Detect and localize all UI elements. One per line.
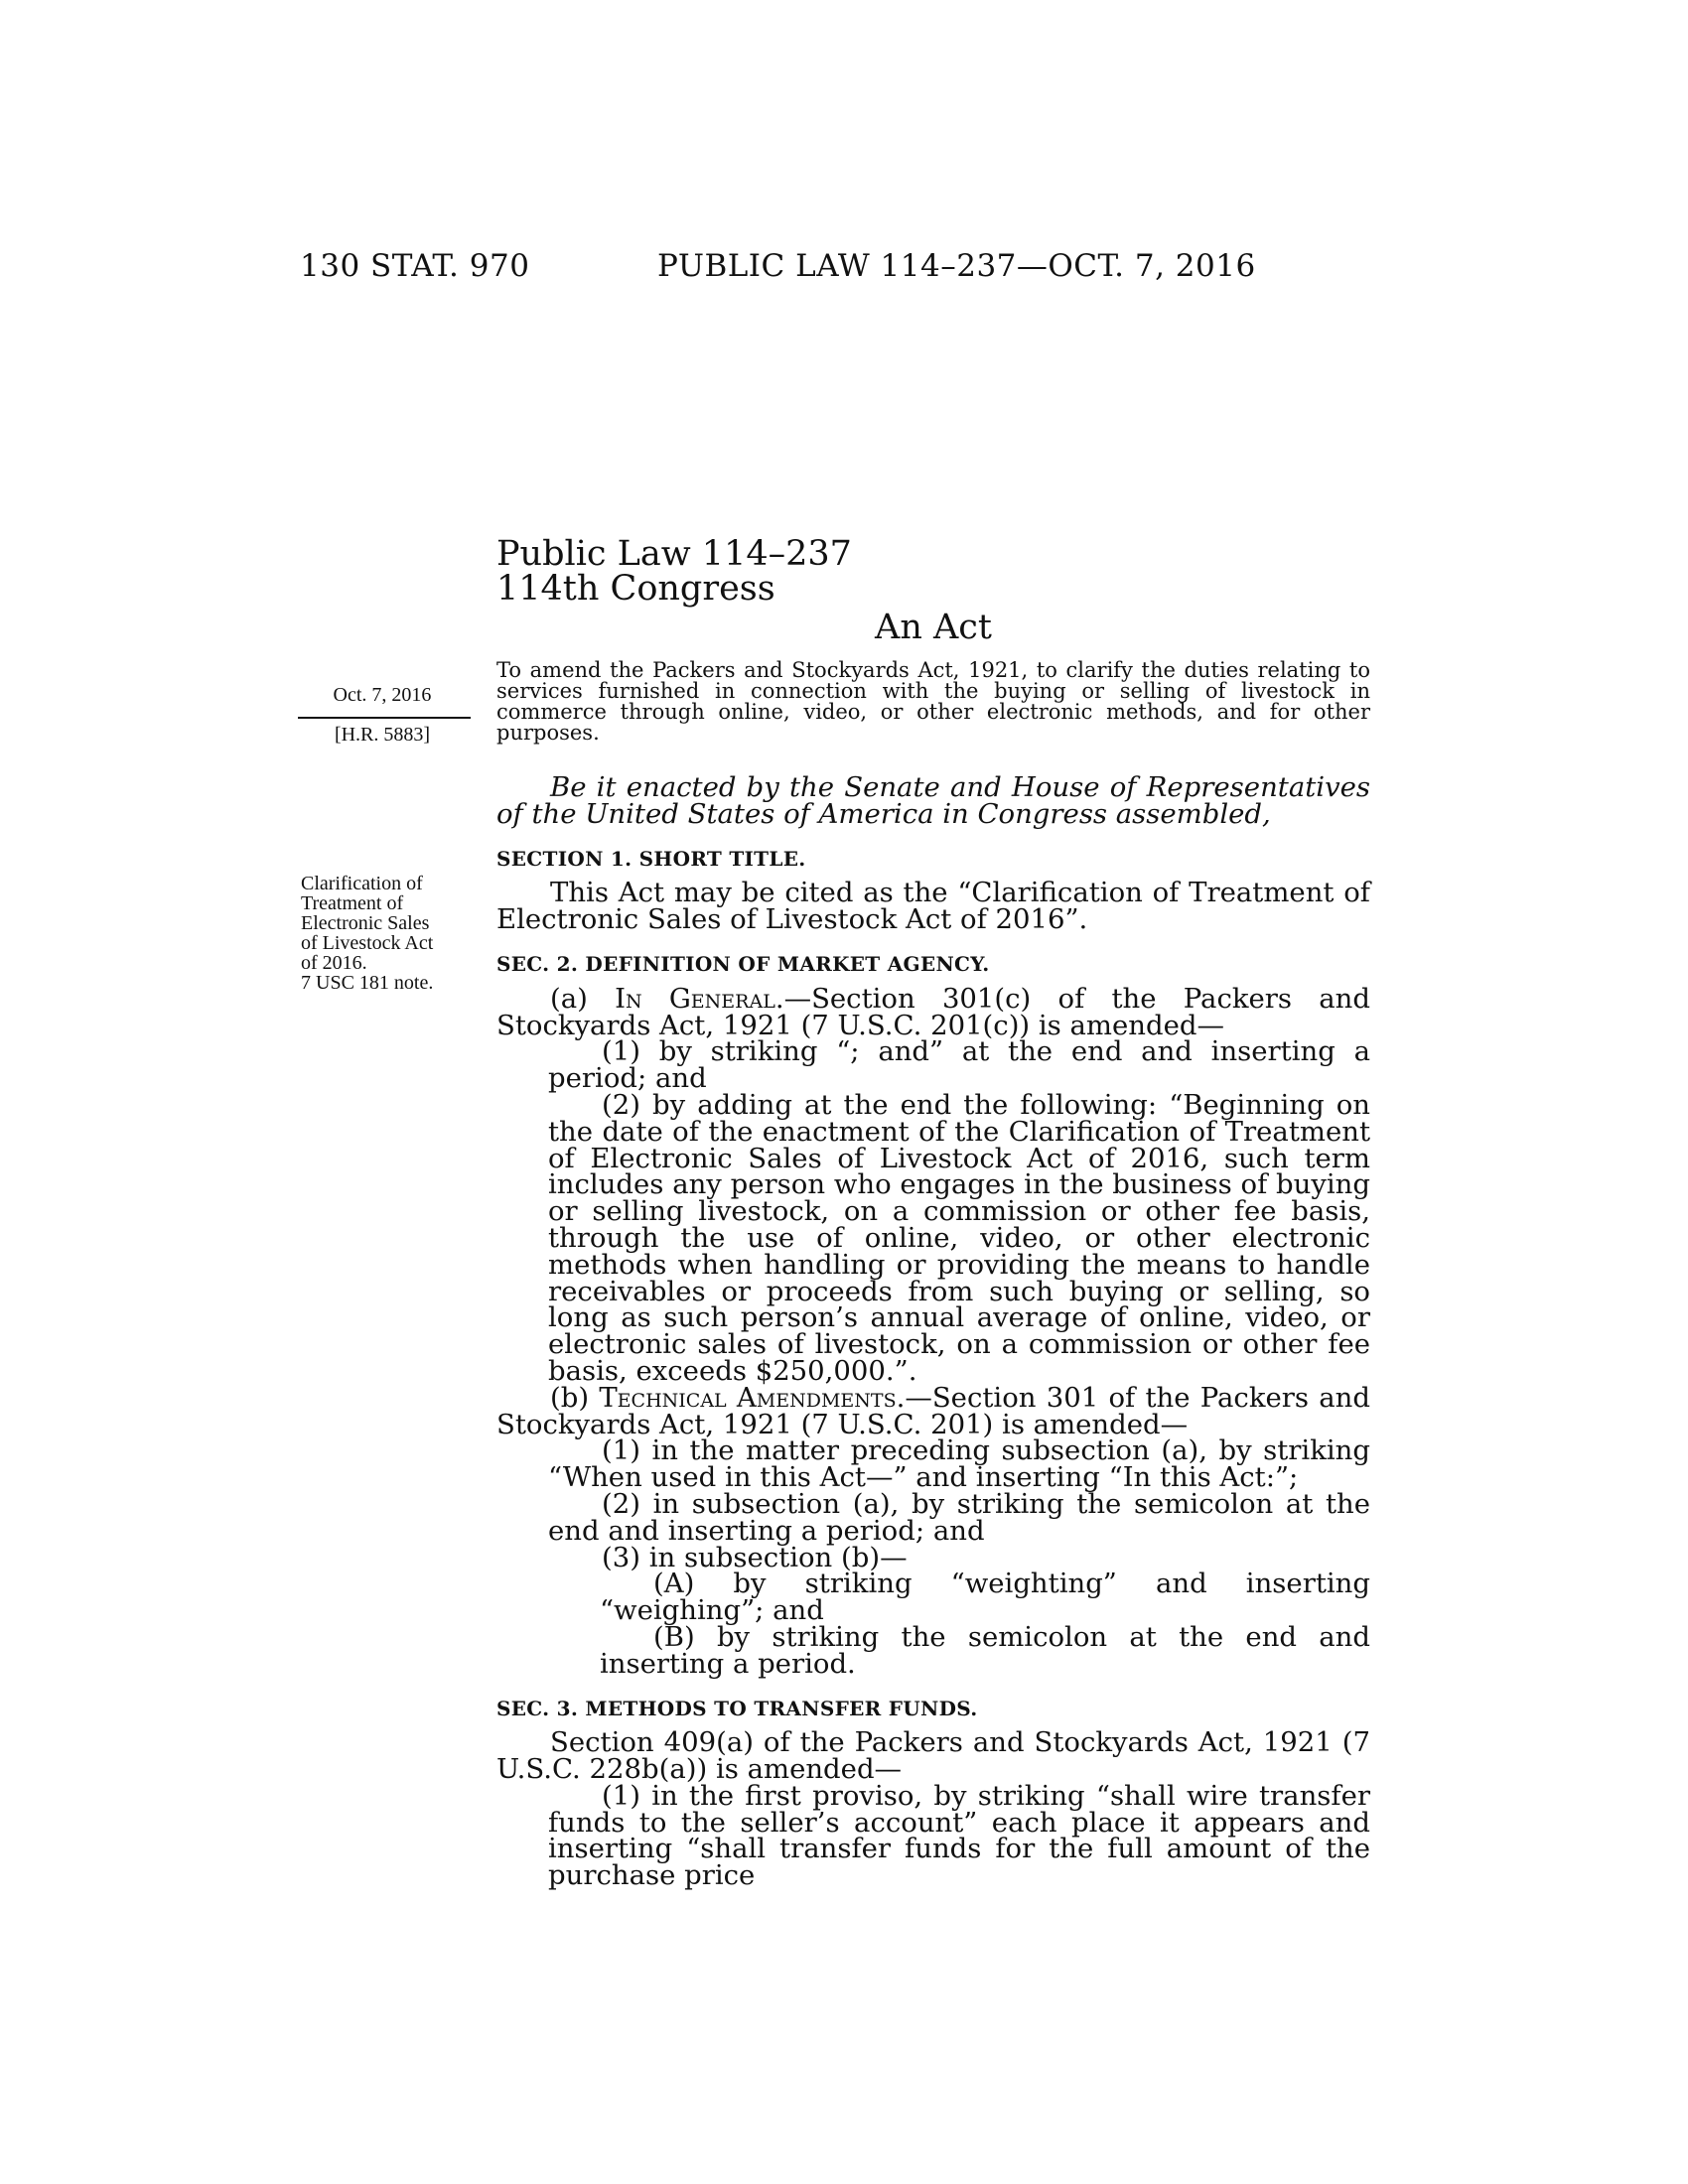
purpose-paragraph: To amend the Packers and Stockyards Act, 1921, to clarify the duties relating to services furnished in connection with the buying or selling of livestock in commerce through online, video, or other electronic methods, and for other purposes.	[496, 658, 1370, 745]
margin-bill-number: [H.R. 5883]	[334, 724, 431, 746]
paragraph-a1: (1) by striking “; and” at the end and inserting a period; and	[548, 1035, 1370, 1095]
paragraph-a2: (2) by adding at the end the following: “Beginning on the date of the enactment of the Clarification of Treatment of Electronic Sales of Livestock Act of 2016, such term includes any person who engages in the business of buying or selling livestock, on a commission or other fee basis, through the use of online, video, or other electronic methods when handling or providing the means to handle receivables or proceeds from such buying or selling, so long as such person’s annual average of online, video, or electronic sales of livestock, on a commission or other fee basis, exceeds $250,000.”.	[548, 1088, 1370, 1387]
subsection-b	[496, 1381, 1370, 1440]
enacting-clause: Be it enacted by the Senate and House of Representatives of the United States of America in Congress assembled,	[496, 771, 1370, 830]
subsection-a-text: .—Section 301(c) of the Packers and Stockyards Act, 1921 (7 U.S.C. 201(c)) is amended—	[496, 982, 1370, 1041]
act-body	[496, 771, 1370, 1892]
subsection-b-label: (b)	[550, 1381, 600, 1414]
congress-label: 114th Congress	[496, 569, 775, 609]
margin-date: Oct. 7, 2016	[333, 684, 432, 706]
section-3-paragraph-1: (1) in the first proviso, by striking “shall wire transfer funds to the seller’s account” each place it appears and inserting “shall transfer funds for the full amount of the purchase price	[548, 1779, 1370, 1892]
paragraph-b2: (2) in subsection (a), by striking the semicolon at the end and inserting a period; and	[548, 1487, 1370, 1547]
stat-page-number: 130 STAT. 970	[300, 248, 530, 284]
margin-note-line: 7 USC 181 note.	[301, 972, 434, 994]
subsection-b-heading: Technical Amendments	[599, 1381, 897, 1414]
margin-divider	[298, 717, 471, 719]
subsection-a-heading: In General	[615, 982, 775, 1015]
section-1-heading: SECTION 1. SHORT TITLE.	[496, 846, 806, 871]
margin-note-line: of 2016.	[301, 952, 367, 974]
section-1-text: This Act may be cited as the “Clarification of Treatment of Electronic Sales of Livestock Act of 2016”.	[496, 877, 1370, 936]
margin-note-line: of Livestock Act	[301, 932, 434, 954]
paragraph-b1: (1) in the matter preceding subsection (a), by striking “When used in this Act—” and inserting “In this Act:”;	[548, 1434, 1370, 1494]
subparagraph-b3A: (A) by striking “weighting” and inserting “weighing”; and	[600, 1568, 1370, 1627]
margin-note-line: Clarification of	[301, 873, 423, 894]
subsection-b-text: .—Section 301 of the Packers and Stockyards Act, 1921 (7 U.S.C. 201) is amended—	[496, 1381, 1370, 1440]
subsection-a-label: (a)	[550, 982, 616, 1015]
paragraph-b3: (3) in subsection (b)—	[602, 1541, 908, 1573]
running-head-title: PUBLIC LAW 114–237—OCT. 7, 2016	[657, 248, 1256, 284]
subparagraph-b3B: (B) by striking the semicolon at the end and inserting a period.	[600, 1620, 1370, 1680]
act-heading: An Act	[875, 608, 992, 647]
margin-note-line: Treatment of	[301, 892, 404, 914]
section-2-heading: SEC. 2. DEFINITION OF MARKET AGENCY.	[496, 951, 990, 976]
section-3-intro: Section 409(a) of the Packers and Stockyards Act, 1921 (7 U.S.C. 228b(a)) is amended—	[496, 1726, 1370, 1786]
section-3-heading: SEC. 3. METHODS TO TRANSFER FUNDS.	[496, 1696, 978, 1720]
public-law-number: Public Law 114–237	[496, 534, 852, 574]
margin-note-line: Electronic Sales	[301, 912, 430, 934]
subsection-a	[496, 982, 1370, 1041]
margin-short-title-note	[301, 874, 480, 993]
